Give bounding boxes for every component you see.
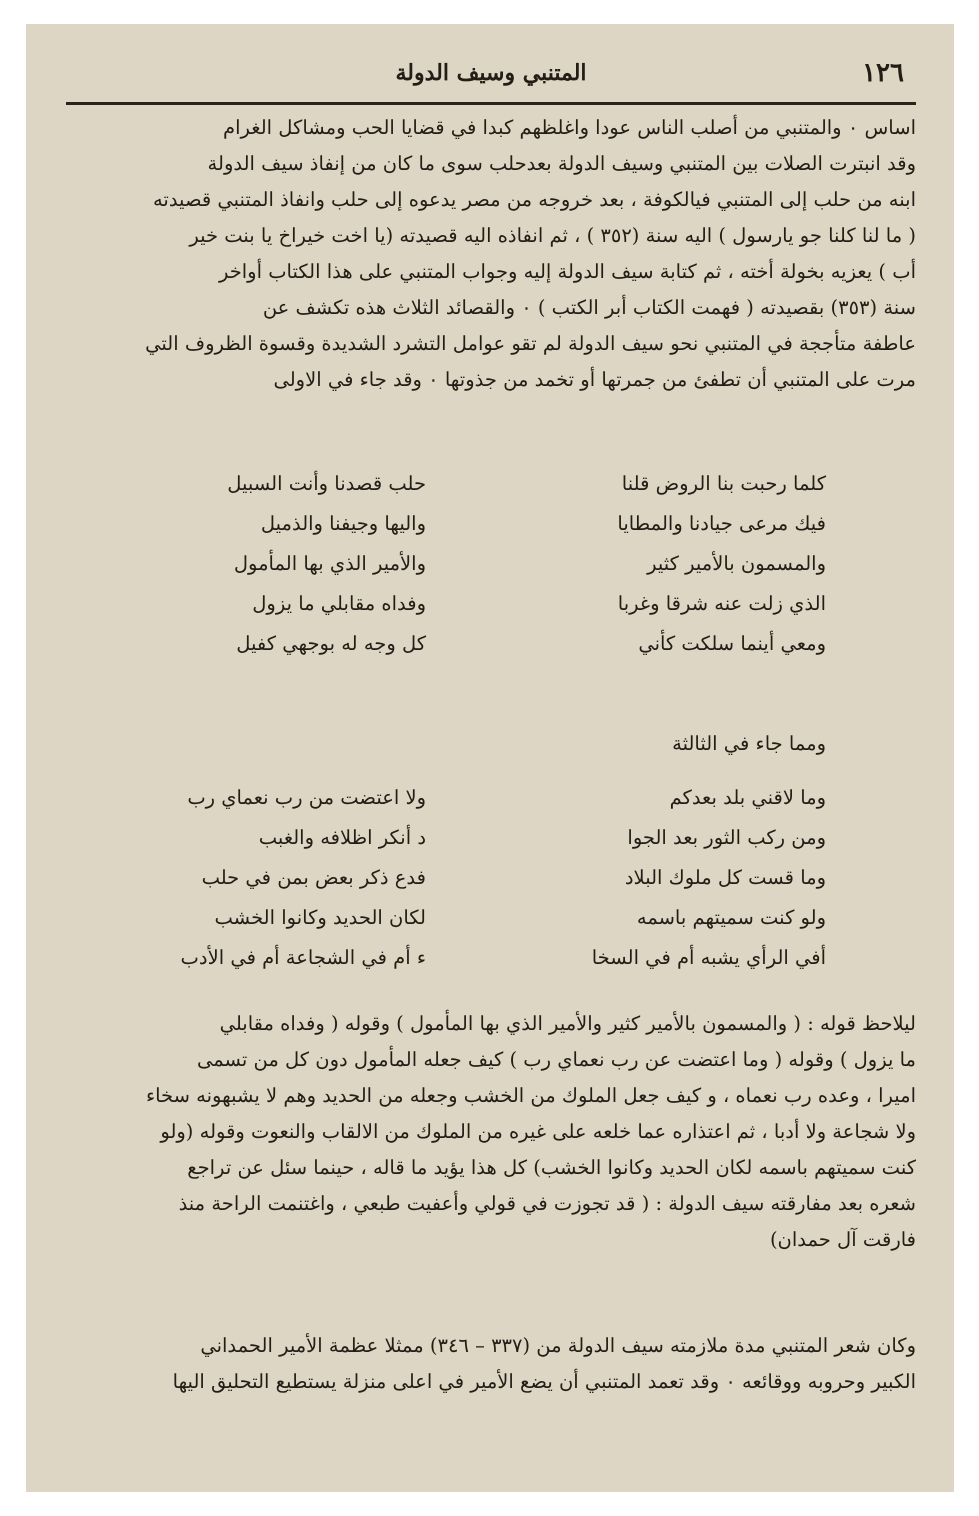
text-line: كنت سميتهم باسمه لكان الحديد وكانوا الخشب) كل هذا يؤيد ما قاله ، حينما سئل عن تراجع — [187, 1156, 916, 1179]
book-page — [66, 56, 916, 1464]
text-line: مرت على المتنبي أن تطفئ من جمرتها أو تخمد من جذوتها ٠ وقد جاء في الاولى — [273, 368, 916, 391]
verse-couplet — [66, 544, 916, 584]
verse-couplet — [66, 504, 916, 544]
page-header — [66, 56, 916, 98]
paragraph-closing — [66, 1328, 916, 1400]
text-line: فارقت آل حمدان) — [769, 1228, 916, 1251]
verse-second-hemistich: ولا اعتضت من رب نعماي رب — [187, 786, 426, 809]
verse-second-hemistich: حلب قصدنا وأنت السبيل — [227, 472, 426, 495]
verse-second-hemistich: وفداه مقابلي ما يزول — [252, 592, 426, 615]
verse-couplet — [66, 898, 916, 938]
verse-couplet — [66, 818, 916, 858]
verse-first-hemistich: ومن ركب الثور بعد الجوا — [627, 826, 826, 849]
verse-couplet — [66, 858, 916, 898]
text-line: الكبير وحروبه ووقائعه ٠ وقد تعمد المتنبي أن يضع الأمير في اعلى منزلة يستطيع التحليق اليها — [172, 1370, 916, 1393]
poem-excerpt-third — [66, 778, 916, 978]
text-line: وقد انبترت الصلات بين المتنبي وسيف الدولة بعدحلب سوى ما كان من إنفاذ سيف الدولة — [207, 152, 916, 175]
verse-couplet — [66, 584, 916, 624]
text-line: أب ) يعزيه بخولة أخته ، ثم كتابة سيف الدولة إليه وجواب المتنبي على هذا الكتاب أواخر — [218, 260, 916, 283]
verse-first-hemistich: وما قست كل ملوك البلاد — [624, 866, 826, 889]
section-subheading: ومما جاء في الثالثة — [672, 732, 826, 755]
text-line: شعره بعد مفارقته سيف الدولة : ( قد تجوزت في قولي وأعفيت طبعي ، واغتنمت الراحة منذ — [178, 1192, 916, 1215]
verse-second-hemistich: لكان الحديد وكانوا الخشب — [214, 906, 426, 929]
verse-first-hemistich: كلما رحبت بنا الروض قلنا — [621, 472, 826, 495]
poem-excerpt-first — [66, 464, 916, 664]
text-line: عاطفة متأججة في المتنبي نحو سيف الدولة لم تقو عوامل التشرد الشديدة وقسوة الظروف التي — [145, 332, 916, 355]
verse-first-hemistich: ولو كنت سميتهم باسمه — [636, 906, 826, 929]
verse-couplet — [66, 938, 916, 978]
verse-first-hemistich: ومعي أينما سلكت كأني — [638, 632, 826, 655]
verse-first-hemistich: والمسمون بالأمير كثير — [647, 552, 826, 575]
text-line: ابنه من حلب إلى المتنبي فيالكوفة ، بعد خروجه من مصر يدعوه إلى حلب وانفاذ المتنبي قصيدته — [152, 188, 916, 211]
page-number: ١٢٦ — [862, 58, 904, 88]
text-line: ليلاحظ قوله : ( والمسمون بالأمير كثير والأمير الذي بها المأمول ) وقوله ( وفداه مقابلي — [219, 1012, 916, 1035]
verse-couplet — [66, 624, 916, 664]
text-line: اساس ٠ والمتنبي من أصلب الناس عودا واغلظهم كبدا في قضايا الحب ومشاكل الغرام — [223, 116, 916, 139]
text-line: وكان شعر المتنبي مدة ملازمته سيف الدولة من (٣٣٧ – ٣٤٦) ممثلا عظمة الأمير الحمداني — [200, 1334, 916, 1357]
verse-couplet — [66, 464, 916, 504]
text-line: ولا شجاعة ولا أدبا ، ثم اعتذاره عما خلعه على غيره من الملوك من الالقاب والنعوت وقوله (ولو — [160, 1120, 916, 1143]
text-line: ما يزول ) وقوله ( وما اعتضت عن رب نعماي رب ) كيف جعله المأمول دون كل من تسمى — [197, 1048, 916, 1071]
verse-first-hemistich: وما لاقني بلد بعدكم — [669, 786, 826, 809]
paragraph-commentary — [66, 1006, 916, 1258]
running-title: المتنبي وسيف الدولة — [395, 60, 587, 86]
verse-second-hemistich: ء أم في الشجاعة أم في الأدب — [180, 946, 426, 969]
verse-second-hemistich: كل وجه له بوجهي كفيل — [236, 632, 426, 655]
text-line: سنة (٣٥٣) بقصيدته ( فهمت الكتاب أبر الكتب ) ٠ والقصائد الثلاث هذه تكشف عن — [262, 296, 916, 319]
paragraph-intro — [66, 110, 916, 398]
header-rule — [66, 102, 916, 105]
verse-first-hemistich: فيك مرعى جيادنا والمطايا — [617, 512, 826, 535]
text-line: اميرا ، وعده رب نعماه ، و كيف جعل الملوك من الخشب وجعله من الحديد وهم لا يشبهونه سخاء — [145, 1084, 916, 1107]
page-frame — [26, 24, 954, 1492]
verse-first-hemistich: أفي الرأي يشبه أم في السخا — [591, 946, 826, 969]
verse-second-hemistich: د أنكر اظلافه والغبب — [258, 826, 426, 849]
verse-second-hemistich: والأمير الذي بها المأمول — [233, 552, 426, 575]
text-line: ( ما لنا كلنا جو يارسول ) اليه سنة (٣٥٢ ) ، ثم انفاذه اليه قصيدته (يا اخت خيراخ يا بنت خير — [189, 224, 916, 247]
verse-first-hemistich: الذي زلت عنه شرقا وغربا — [617, 592, 826, 615]
verse-second-hemistich: فدع ذكر بعض بمن في حلب — [201, 866, 426, 889]
verse-second-hemistich: واليها وجيفنا والذميل — [260, 512, 426, 535]
verse-couplet — [66, 778, 916, 818]
